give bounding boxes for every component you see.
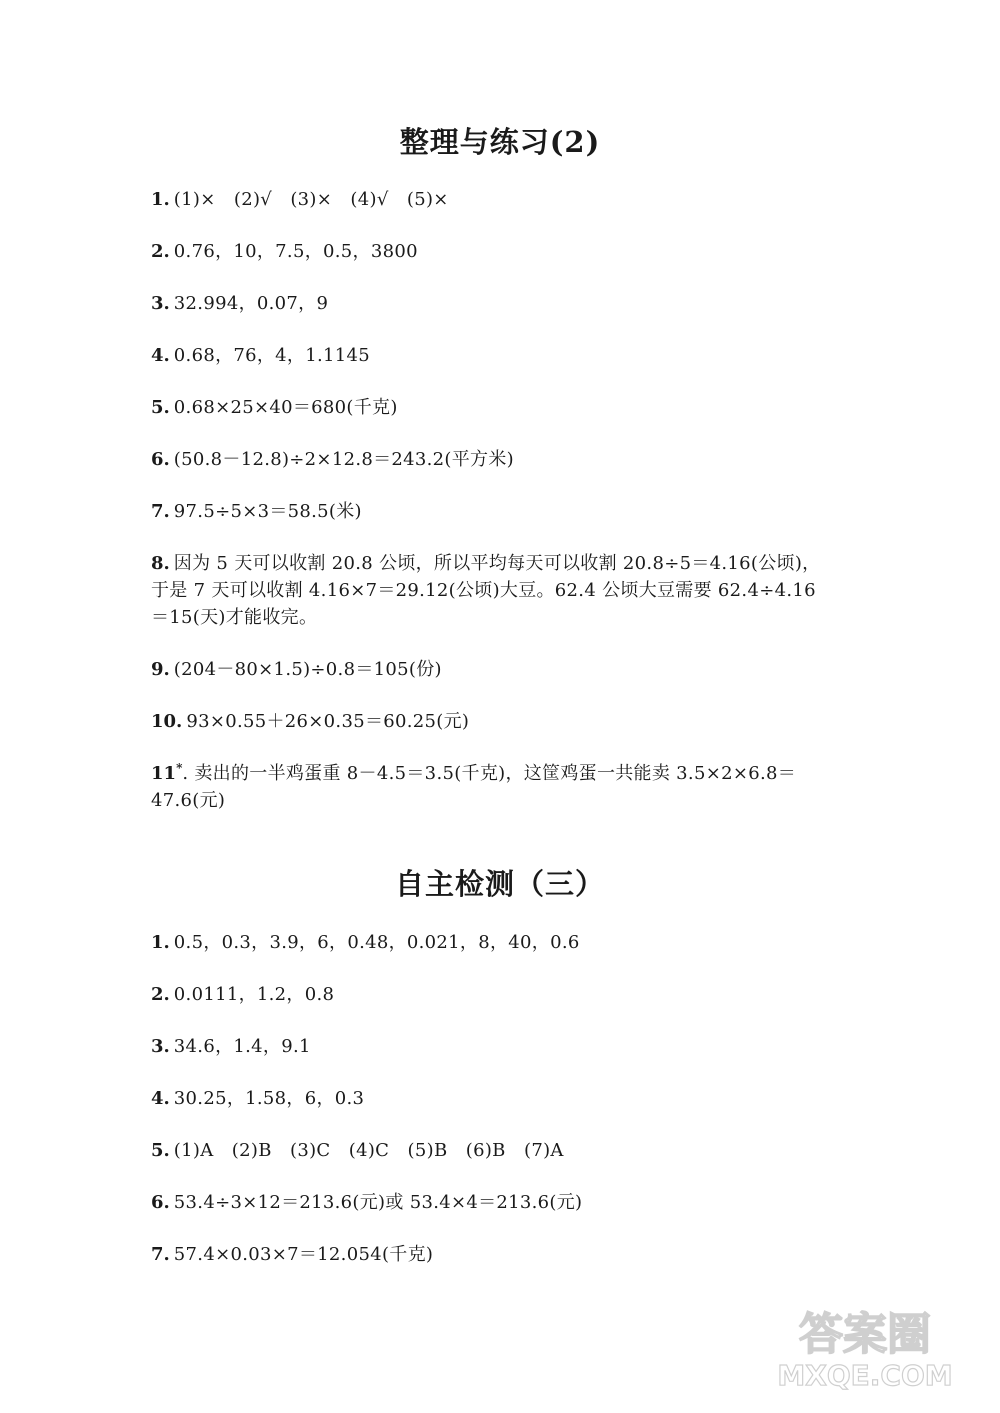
item-number: 4. <box>151 1088 170 1109</box>
item-number: 8. <box>151 553 170 574</box>
answer-item <box>151 1189 861 1216</box>
star-mark: * <box>176 761 183 775</box>
item-number: 2. <box>151 984 170 1005</box>
item-number: 10. <box>151 711 183 732</box>
item-text: (1)A (2)B (3)C (4)C (5)B (6)B (7)A <box>173 1140 564 1161</box>
item-number: 5. <box>151 1140 170 1161</box>
answer-item <box>151 550 861 631</box>
item-line <box>151 760 861 787</box>
item-text: 0.76，10，7.5，0.5，3800 <box>173 241 418 262</box>
item-number: 6. <box>151 449 170 470</box>
watermark-logo <box>770 1301 960 1391</box>
item-number: 1. <box>151 932 170 953</box>
item-number: 11 <box>151 763 177 784</box>
answer-item <box>151 1137 861 1164</box>
item-number: 7. <box>151 501 170 522</box>
item-text: 57.4×0.03×7＝12.054(千克) <box>173 1244 434 1265</box>
item-text: 53.4÷3×12＝213.6(元)或 53.4×4＝213.6(元) <box>173 1192 583 1213</box>
item-text: 32.994，0.07，9 <box>173 293 329 314</box>
item-text: 0.68，76，4，1.1145 <box>173 345 371 366</box>
answer-item <box>151 1085 861 1112</box>
item-number: 3. <box>151 293 170 314</box>
item-number: 7. <box>151 1244 170 1265</box>
item-number: 2. <box>151 241 170 262</box>
watermark-text-bottom: MXQE.COM <box>777 1359 953 1391</box>
item-text: 30.25，1.58，6，0.3 <box>173 1088 365 1109</box>
answer-item <box>151 929 861 956</box>
answer-item <box>151 498 861 525</box>
section-title-practice: 整理与练习(2) <box>399 125 601 159</box>
item-text: (204－80×1.5)÷0.8＝105(份) <box>173 659 442 680</box>
answer-item <box>151 760 861 814</box>
item-number: 1. <box>151 189 170 210</box>
item-line: ＝15(天)才能收完。 <box>151 607 318 628</box>
item-text: (1)× (2)√ (3)× (4)√ (5)× <box>173 189 449 210</box>
item-text: 34.6，1.4，9.1 <box>173 1036 311 1057</box>
item-line: 于是 7 天可以收割 4.16×7＝29.12(公顷)大豆。62.4 公顷大豆需要 62.4÷4.16 <box>151 580 816 601</box>
item-text: 因为 5 天可以收割 20.8 公顷，所以平均每天可以收割 20.8÷5＝4.16(公顷)， <box>173 553 821 574</box>
item-text: (50.8－12.8)÷2×12.8＝243.2(平方米) <box>173 449 514 470</box>
item-text: 0.5，0.3，3.9，6，0.48，0.021，8，40，0.6 <box>173 932 580 953</box>
answer-item <box>151 656 861 683</box>
answer-item <box>151 186 861 213</box>
answer-item <box>151 290 861 317</box>
answer-item <box>151 446 861 473</box>
item-number: 6. <box>151 1192 170 1213</box>
answer-item <box>151 981 861 1008</box>
item-text: . 卖出的一半鸡蛋重 8－4.5＝3.5(千克)，这筐鸡蛋一共能卖 3.5×2×6.8＝ <box>182 763 797 784</box>
answer-item <box>151 394 861 421</box>
watermark-text-top: 答案圈 <box>799 1309 931 1360</box>
section-title-self-test: 自主检测（三） <box>394 867 605 901</box>
item-number: 4. <box>151 345 170 366</box>
item-line <box>151 550 861 577</box>
answer-item <box>151 1033 861 1060</box>
item-number: 9. <box>151 659 170 680</box>
answer-list-practice <box>151 186 861 839</box>
answer-list-self-test <box>151 929 861 1293</box>
item-number: 5. <box>151 397 170 418</box>
answer-item <box>151 342 861 369</box>
item-line: 47.6(元) <box>151 790 226 811</box>
item-text: 0.68×25×40＝680(千克) <box>173 397 398 418</box>
answer-item <box>151 238 861 265</box>
item-text: 0.0111，1.2，0.8 <box>173 984 335 1005</box>
answer-item <box>151 1241 861 1268</box>
item-text: 93×0.55＋26×0.35＝60.25(元) <box>186 711 470 732</box>
item-text: 97.5÷5×3＝58.5(米) <box>173 501 362 522</box>
item-number: 3. <box>151 1036 170 1057</box>
answer-item <box>151 708 861 735</box>
